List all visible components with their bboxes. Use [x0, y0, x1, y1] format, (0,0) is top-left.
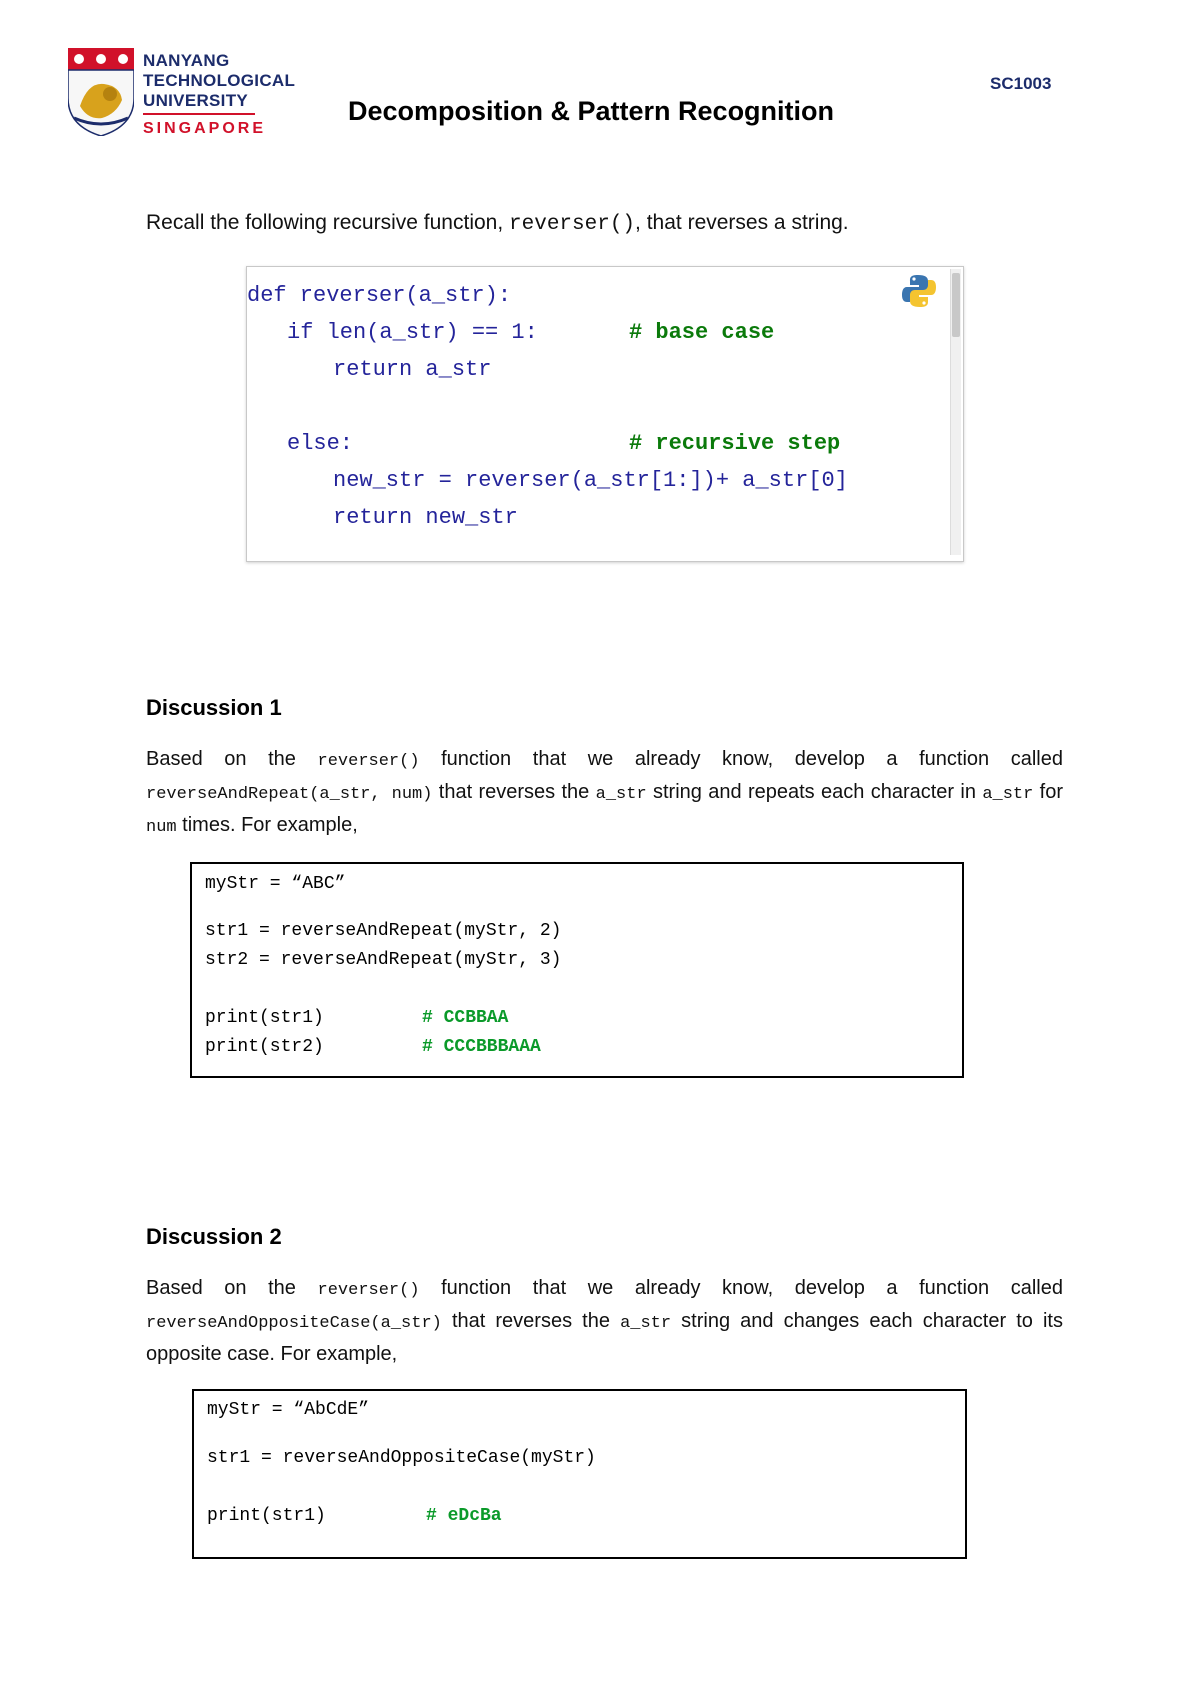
example1-line-3: str2 = reverseAndRepeat(myStr, 3) — [205, 950, 562, 970]
example1-line-1: myStr = “ABC” — [205, 874, 346, 894]
example1-line-5: print(str2) — [205, 1037, 324, 1057]
intro-function: reverser() — [509, 213, 636, 236]
discussion-1-example-code — [190, 862, 964, 1078]
example2-comment-1: # eDcBa — [426, 1506, 502, 1526]
code-line-6: return new_str — [333, 505, 518, 530]
logo-line-3: UNIVERSITY — [143, 91, 249, 110]
reverser-code-panel — [246, 266, 964, 562]
example1-line-2: str1 = reverseAndRepeat(myStr, 2) — [205, 921, 562, 941]
discussion-2-text: Based on the reverser() function that we already know, develop a function called reverseAndOppositeCase(a_str) that reverses the a_str string and changes each character to its opposite case. For example, — [146, 1277, 1063, 1365]
discussion-1-heading: Discussion 1 — [146, 695, 282, 720]
code-comment-recursive-step: # recursive step — [629, 431, 841, 456]
example2-line-3: print(str1) — [207, 1506, 326, 1526]
example1-comment-1: # CCBBAA — [422, 1008, 509, 1028]
university-crest-icon — [68, 48, 134, 136]
example2-line-2: str1 = reverseAndOppositeCase(myStr) — [207, 1448, 596, 1468]
code-comment-base-case: # base case — [629, 320, 775, 345]
discussion-2-example-code — [192, 1389, 967, 1559]
python-icon — [901, 273, 937, 309]
discussion-2-heading: Discussion 2 — [146, 1224, 282, 1249]
course-code: SC1003 — [990, 74, 1052, 93]
example2-line-1: myStr = “AbCdE” — [207, 1400, 370, 1420]
code-line-1: def reverser(a_str): — [247, 283, 512, 308]
intro-text — [146, 211, 849, 236]
logo-wordmark — [143, 51, 295, 139]
logo-line-1: NANYANG — [143, 51, 230, 70]
example1-comment-2: # CCCBBBAAA — [422, 1037, 541, 1057]
code-line-3: return a_str — [333, 357, 492, 382]
code-line-4: else: — [287, 431, 354, 456]
logo-divider — [143, 113, 255, 115]
intro-before: Recall the following recursive function, — [146, 211, 510, 234]
code-line-2: if len(a_str) == 1: — [287, 320, 538, 345]
intro-after: , that reverses a string. — [635, 211, 849, 234]
page-title: Decomposition & Pattern Recognition — [348, 96, 835, 126]
code-panel-scrollbar[interactable] — [950, 269, 961, 555]
university-logo — [68, 48, 308, 140]
logo-line-2: TECHNOLOGICAL — [143, 71, 296, 90]
code-line-5: new_str = reverser(a_str[1:])+ a_str[0] — [333, 468, 848, 493]
logo-country: SINGAPORE — [143, 120, 267, 137]
discussion-1-text: Based on the reverser() function that we already know, develop a function called reverseAndRepeat(a_str, num) that reverses the a_str string and repeats each character in a_str for num times. For example, — [146, 748, 1064, 837]
example1-line-4: print(str1) — [205, 1008, 324, 1028]
scrollbar-thumb[interactable] — [952, 273, 960, 337]
